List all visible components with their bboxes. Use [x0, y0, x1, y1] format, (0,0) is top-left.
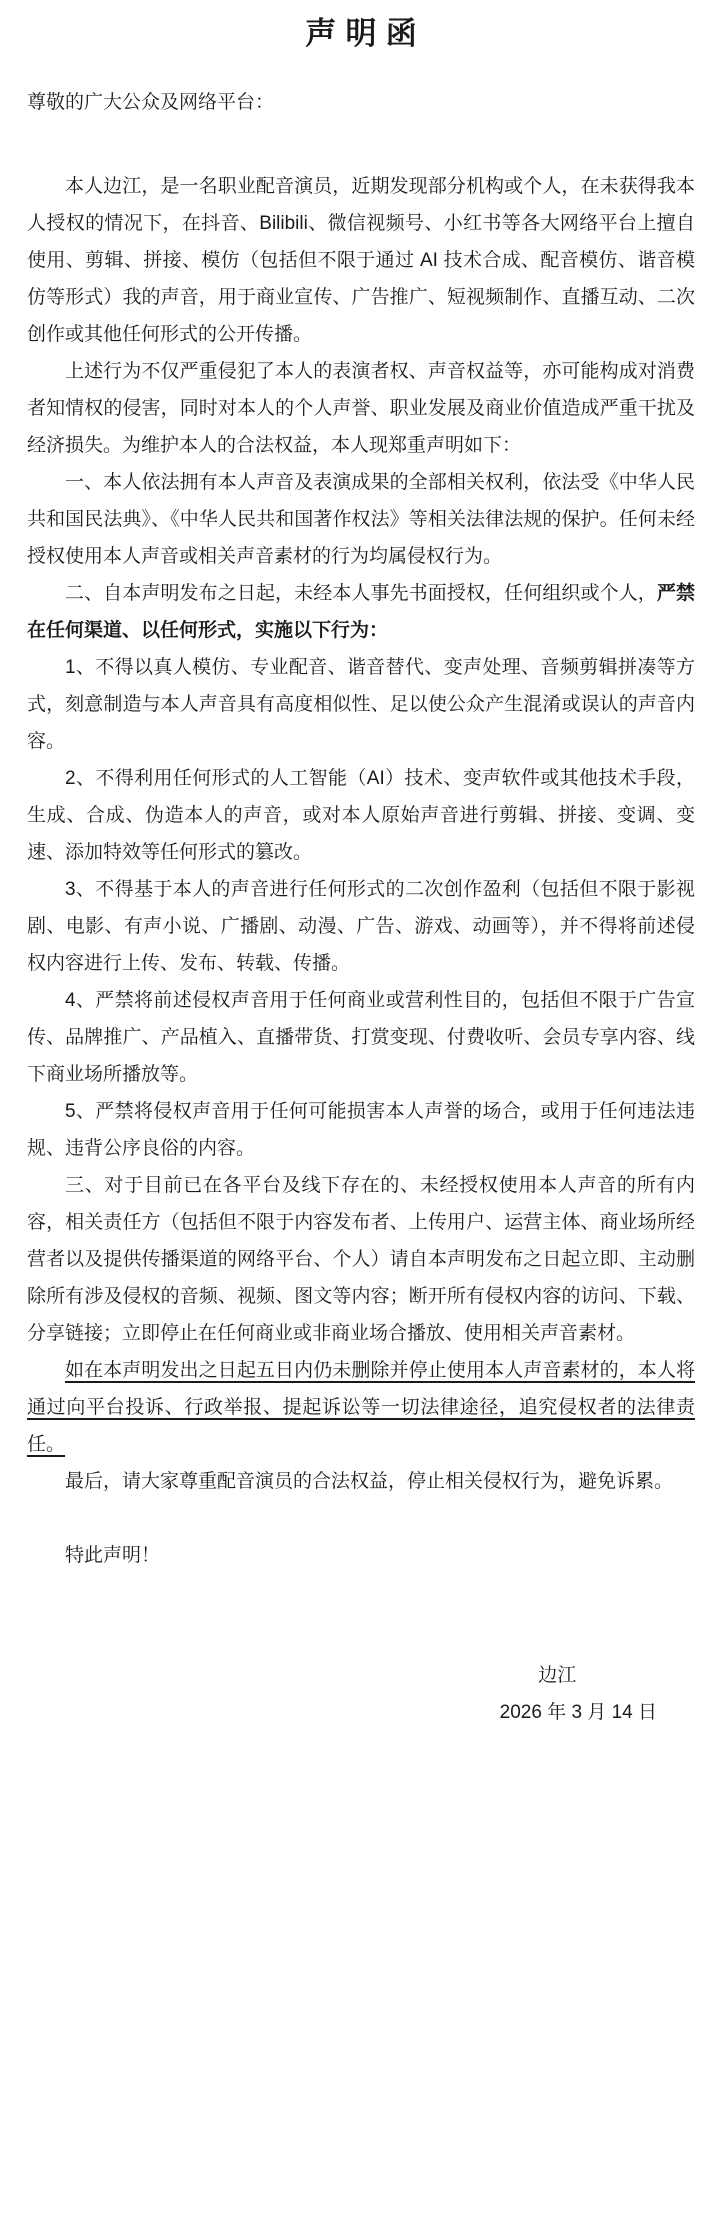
paragraph-5 — [27, 649, 695, 760]
paragraph-12 — [27, 1463, 695, 1500]
closing-statement: 特此声明！ — [65, 1545, 161, 1566]
paragraph-3 — [27, 464, 695, 575]
signature-name: 边江 — [538, 1665, 577, 1686]
paragraph-segment: 三、对于目前已在各平台及线下存在的、未经授权使用本人声音的所有内容，相关责任方（包括但不限于内容发布者、上传用户、运营主体、商业场所经营者以及提供传播渠道的网络平台、个人）请自本声明发布之日起立即、主动删除所有涉及侵权的音频、视频、图文等内容；断开所有侵权内容的访问、下载、分享链接；立即停止在任何商业或非商业场合播放、使用相关声音素材。 — [27, 1175, 695, 1344]
signature-inner — [500, 1657, 657, 1731]
signature-date: 2026 年 3 月 14 日 — [499, 1702, 657, 1723]
paragraph-10 — [27, 1167, 695, 1352]
salutation: 尊敬的广大公众及网络平台： — [27, 92, 275, 113]
signature-block — [27, 1657, 695, 1731]
paragraph-8 — [27, 982, 695, 1093]
paragraph-7 — [27, 871, 695, 982]
paragraph-segment: 如在本声明发出之日起五日内仍未删除并停止使用本人声音素材的，本人将通过向平台投诉、行政举报、提起诉讼等一切法律途径，追究侵权者的法律责任。 — [27, 1360, 695, 1455]
paragraph-1 — [27, 168, 695, 353]
paragraph-segment: 3、不得基于本人的声音进行任何形式的二次创作盈利（包括但不限于影视剧、电影、有声小说、广播剧、动漫、广告、游戏、动画等），并不得将前述侵权内容进行上传、发布、转载、传播。 — [27, 879, 695, 974]
paragraph-11 — [27, 1352, 695, 1463]
paragraph-4 — [27, 575, 695, 649]
paragraph-2 — [27, 353, 695, 464]
paragraph-segment: 4、严禁将前述侵权声音用于任何商业或营利性目的，包括但不限于广告宣传、品牌推广、产品植入、直播带货、打赏变现、付费收听、会员专享内容、线下商业场所播放等。 — [27, 990, 695, 1085]
paragraph-6 — [27, 760, 695, 871]
paragraph-segment: 严禁在任何渠道、以任何形式，实施以下行为： — [27, 583, 695, 641]
paragraph-segment: 上述行为不仅严重侵犯了本人的表演者权、声音权益等，亦可能构成对消费者知情权的侵害，同时对本人的个人声誉、职业发展及商业价值造成严重干扰及经济损失。为维护本人的合法权益，本人现郑重声明如下： — [27, 361, 695, 456]
paragraph-segment: 最后，请大家尊重配音演员的合法权益，停止相关侵权行为，避免诉累。 — [65, 1471, 674, 1492]
paragraph-9 — [27, 1093, 695, 1167]
paragraphs — [27, 168, 695, 1500]
paragraph-segment: 二、自本声明发布之日起，未经本人事先书面授权，任何组织或个人， — [65, 583, 657, 604]
paragraph-segment: 1、不得以真人模仿、专业配音、谐音替代、变声处理、音频剪辑拼凑等方式，刻意制造与本人声音具有高度相似性、足以使公众产生混淆或误认的声音内容。 — [27, 657, 695, 752]
paragraph-segment: 2、不得利用任何形式的人工智能（AI）技术、变声软件或其他技术手段，生成、合成、伪造本人的声音，或对本人原始声音进行剪辑、拼接、变调、变速、添加特效等任何形式的篡改。 — [27, 768, 695, 863]
paragraph-segment: 5、严禁将侵权声音用于任何可能损害本人声誉的场合，或用于任何违法违规、违背公序良俗的内容。 — [27, 1101, 695, 1159]
paragraph-segment: 本人边江，是一名职业配音演员，近期发现部分机构或个人，在未获得我本人授权的情况下，在抖音、Bilibili、微信视频号、小红书等各大网络平台上擅自使用、剪辑、拼接、模仿（包括但不限于通过 AI 技术合成、配音模仿、谐音模仿等形式）我的声音，用于商业宣传、广告推广、短视频制作、直播互动、二次创作或其他任何形式的公开传播。 — [27, 176, 695, 345]
paragraph-segment: 一、本人依法拥有本人声音及表演成果的全部相关权利，依法受《中华人民共和国民法典》、《中华人民共和国著作权法》等相关法律法规的保护。任何未经授权使用本人声音或相关声音素材的行为均属侵权行为。 — [27, 472, 695, 567]
document-title: 声明函 — [305, 16, 427, 51]
